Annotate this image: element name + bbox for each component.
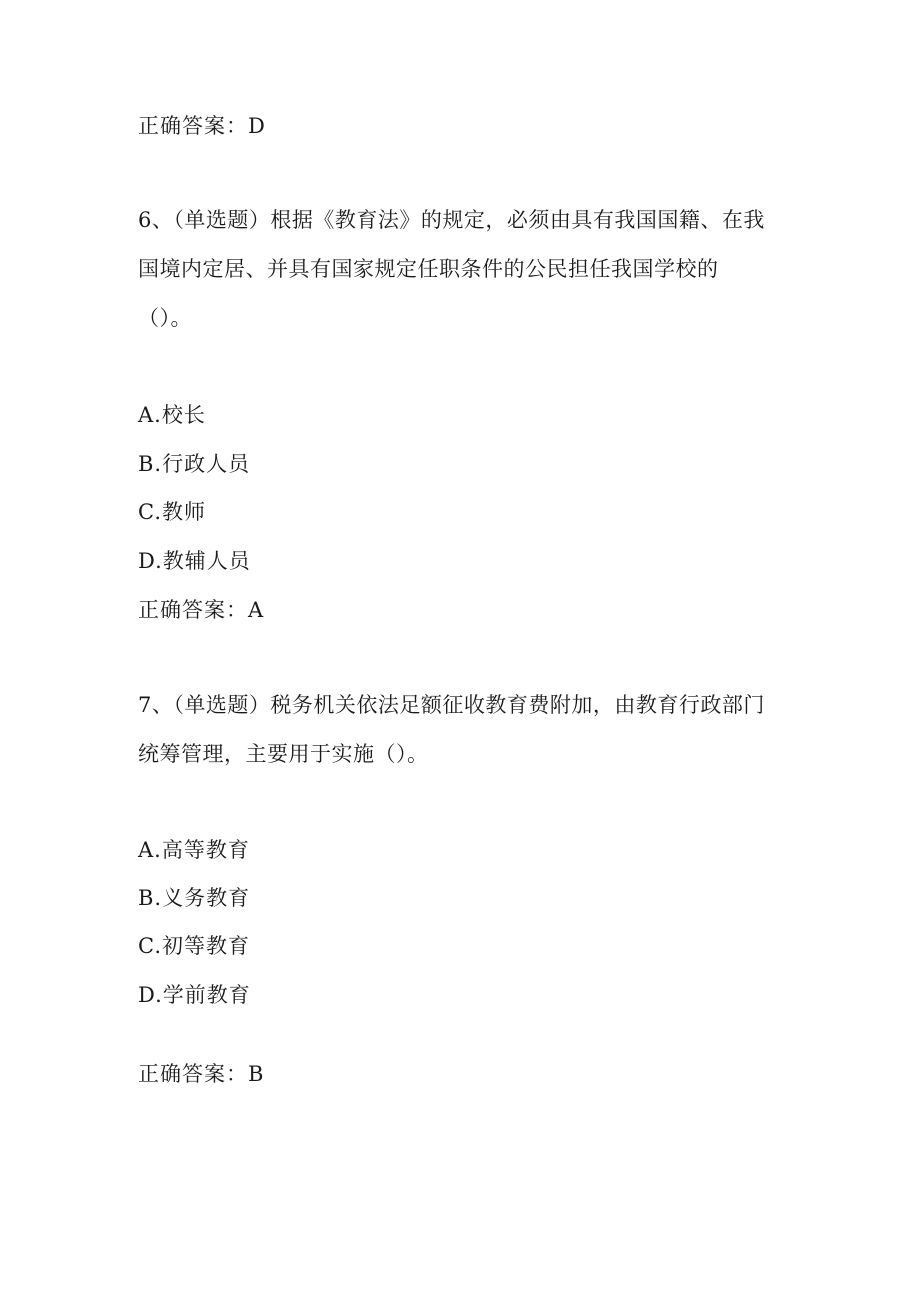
question-7-answer: 正确答案：B [138, 1062, 265, 1086]
question-6-option-c: C.教师 [138, 500, 206, 524]
question-6-line-2: 国境内定居、并具有国家规定任职条件的公民担任我国学校的 [138, 257, 719, 281]
question-7-option-d: D.学前教育 [138, 983, 251, 1007]
question-6-line-1: 6、（单选题）根据《教育法》的规定，必须由具有我国国籍、在我 [138, 208, 765, 232]
question-7-option-c: C.初等教育 [138, 934, 250, 958]
question-6-answer: 正确答案：A [138, 598, 265, 622]
answer-prev: 正确答案：D [138, 114, 266, 138]
question-7-option-a: A.高等教育 [138, 838, 250, 862]
question-7-line-1: 7、（单选题）税务机关依法足额征收教育费附加，由教育行政部门 [138, 693, 765, 717]
question-6-line-3: （）。 [138, 306, 192, 330]
question-6-option-d: D.教辅人员 [138, 549, 251, 573]
question-6-option-b: B.行政人员 [138, 452, 251, 476]
question-6-option-a: A.校长 [138, 403, 206, 427]
question-7-option-b: B.义务教育 [138, 886, 251, 910]
question-7-line-2: 统筹管理，主要用于实施（）。 [138, 742, 429, 766]
